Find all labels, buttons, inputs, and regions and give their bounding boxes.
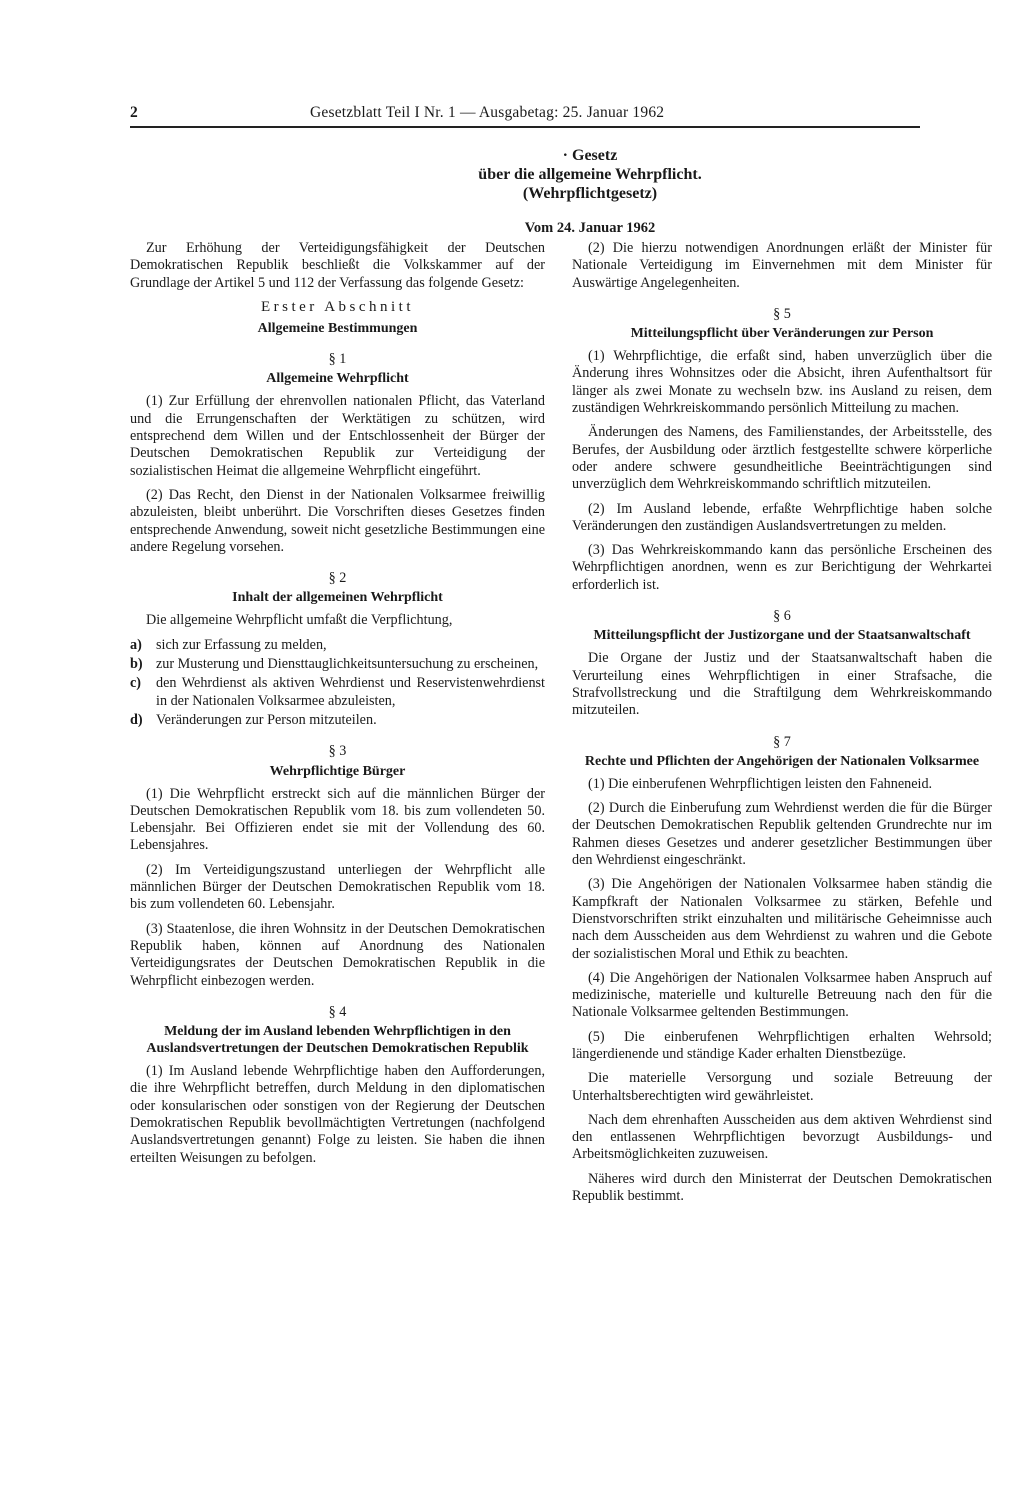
law-title-2: über die allgemeine Wehrpflicht.: [478, 166, 702, 183]
list-item: [130, 675, 545, 710]
list-item: [130, 712, 545, 729]
page-header: [130, 104, 920, 128]
list-item: [130, 656, 545, 673]
list-item-text: sich zur Erfassung zu melden,: [156, 636, 327, 653]
list-item-label: d): [130, 711, 143, 728]
law-title-block: [380, 146, 800, 238]
section-4-para-2: (2) Die hierzu notwendigen Anordnungen erläßt der Minister für Nationale Verteidigung im Einvernehmen mit dem Minister für Auswärtige Angelegenheiten.: [572, 240, 992, 291]
left-column: [130, 240, 545, 1174]
header-title: Gesetzblatt Teil I Nr. 1 — Ausgabetag: 25. Januar 1962: [310, 104, 665, 121]
law-title-1: · Gesetz: [562, 147, 618, 164]
section-5-para-1b: Änderungen des Namens, des Familienstandes, der Arbeitsstelle, des Berufes, der Ausbildung oder ärztlich festgestellte schwere körperliche oder andere schwere gesundheitliche Beeinträchtigungen sind unverzüglich dem Wehrkreiskommando schriftlich mitzuteilen.: [572, 424, 992, 493]
section-2-heading: Inhalt der allgemeinen Wehrpflicht: [232, 590, 443, 606]
law-title-3: (Wehrpflichtgesetz): [522, 185, 658, 202]
list-item-label: c): [130, 675, 142, 692]
section-7-para-4: (4) Die Angehörigen der Nationalen Volksarmee haben Anspruch auf medizinische, materielle und kulturelle Betreuung nach den für die Nationale Volksarmee geltenden Bestimmungen.: [572, 969, 992, 1021]
section-4-para-1: (1) Im Ausland lebende Wehrpflichtige haben den Aufforderungen, die ihre Wehrpflicht betreffen, durch Meldung in den diplomatischen oder konsularischen oder sonstigen von der Regierung der Deutschen Demokratischen Republik bevollmächtigten Vertretungen (nachfolgend Auslandsvertretungen genannt) Folge zu leisten. Sie haben die ihnen erteilten Weisungen zu befolgen.: [130, 1063, 545, 1166]
right-column: [572, 240, 992, 1212]
list-item-label: a): [130, 636, 142, 653]
section-3-number: § 3: [328, 743, 347, 760]
section-4-number: § 4: [328, 1003, 347, 1020]
section-7-para-2: (2) Durch die Einberufung zum Wehrdienst werden die für die Bürger der Deutschen Demokratischen Republik geltenden Grundrechte nur im Rahmen dieses Gesetzes und anderer gesetzlicher Bestimmungen über den Wehrdienst eingeschränkt.: [572, 800, 992, 869]
part-subtitle: Allgemeine Bestimmungen: [257, 321, 418, 337]
section-5-para-3: (3) Das Wehrkreiskommando kann das persönliche Erscheinen des Wehrpflichtigen anordnen, wenn es zur Berichtigung der Wehrkartei erforderlich ist.: [572, 542, 992, 593]
list-item: [130, 637, 545, 654]
section-3-para-3: (3) Staatenlose, die ihren Wohnsitz in der Deutschen Demokratischen Republik haben, können auf Anordnung des Nationalen Verteidigungsrates der Deutschen Demokratischen Republik in die Wehrpflicht einbezogen werden.: [130, 920, 545, 989]
section-7-heading: Rechte und Pflichten der Angehörigen der Nationalen Volksarmee: [584, 753, 980, 769]
section-7-para-6: Die materielle Versorgung und soziale Betreuung der Unterhaltsberechtigten wird gewährleistet.: [572, 1070, 992, 1104]
section-6-number: § 6: [773, 608, 791, 625]
section-5-para-1: (1) Wehrpflichtige, die erfaßt sind, haben unverzüglich über die Änderung ihres Wohnsitzes oder die Absicht, ihren Aufenthaltsort für länger als zwei Monate zu wechseln bzw. ins Ausland zu reisen, dem zuständigen Wehrkreiskommando persönlich Mitteilung zu machen.: [572, 348, 992, 417]
page-number: 2: [130, 104, 138, 121]
section-2-intro: Die allgemeine Wehrpflicht umfaßt die Verpflichtung,: [146, 612, 453, 629]
list-item-label: b): [130, 656, 143, 673]
section-2-number: § 2: [328, 570, 347, 587]
list-item-text: zur Musterung und Diensttauglichkeitsuntersuchung zu erscheinen,: [156, 656, 539, 673]
section-7-para-1: (1) Die einberufenen Wehrpflichtigen leisten den Fahneneid.: [588, 775, 933, 792]
preamble: Zur Erhöhung der Verteidigungsfähigkeit der Deutschen Demokratischen Republik beschließt die Volkskammer auf der Grundlage der Artikel 5 und 112 der Verfassung das folgende Gesetz:: [130, 240, 545, 291]
section-7-para-7: Nach dem ehrenhaften Ausscheiden aus dem aktiven Wehrdienst sind den entlassenen Wehrpflichtigen bevorzugt Ausbildungs- und Arbeitsmöglichkeiten zuzuweisen.: [572, 1111, 992, 1163]
section-1-heading: Allgemeine Wehrpflicht: [266, 371, 409, 387]
section-3-heading: Wehrpflichtige Bürger: [269, 763, 406, 779]
section-3-para-1: (1) Die Wehrpflicht erstreckt sich auf die männlichen Bürger der Deutschen Demokratischen Republik vom 18. bis zum vollendeten 50. Lebensjahr. Bei Offizieren endet sie mit der Vollendung des 60. Lebensjahres.: [130, 785, 545, 854]
section-1-number: § 1: [328, 351, 347, 368]
section-7-number: § 7: [773, 733, 791, 750]
section-4-heading: Meldung der im Ausland lebenden Wehrpflichtigen in den Auslandsvertretungen der Deutschen Demokratischen Republik: [146, 1024, 529, 1057]
section-1-para-1: (1) Zur Erfüllung der ehrenvollen nationalen Pflicht, das Vaterland und die Errungenschaften der Werktätigen zu schützen, wird entsprechend dem Willen und der Entschlossenheit der Bürger der Deutschen Demokratischen Republik zur Verteidigung der sozialistischen Heimat die allgemeine Wehrpflicht eingeführt.: [130, 393, 545, 479]
part-title: Erster Abschnitt: [260, 298, 415, 315]
section-5-number: § 5: [773, 305, 791, 322]
section-5-heading: Mitteilungspflicht über Veränderungen zur Person: [630, 326, 934, 342]
section-1-para-2: (2) Das Recht, den Dienst in der Nationalen Volksarmee freiwillig abzuleisten, bleibt unberührt. Die Vorschriften dieses Gesetzes finden entsprechende Anwendung, soweit nicht gesetzliche Bestimmungen eine andere Regelung vorsehen.: [130, 486, 545, 555]
section-6-para-1: Die Organe der Justiz und der Staatsanwaltschaft haben die Verurteilung eines Wehrpflichtigen in einer Strafsache, die Strafvollstreckung und die Straftilgung dem Wehrkreiskommando mitzuteilen.: [572, 650, 992, 719]
section-5-para-2: (2) Im Ausland lebende, erfaßte Wehrpflichtige haben solche Veränderungen den zuständigen Auslandsvertretungen zu melden.: [572, 500, 992, 534]
section-3-para-2: (2) Im Verteidigungszustand unterliegen der Wehrpflicht alle männlichen Bürger der Deutschen Demokratischen Republik vom 18. bis zum vollendeten 60. Lebensjahr.: [130, 861, 545, 913]
list-item-text: den Wehrdienst als aktiven Wehrdienst und Reservistenwehrdienst in der Nationalen Volksarmee abzuleisten,: [156, 675, 545, 709]
section-7-para-3: (3) Die Angehörigen der Nationalen Volksarmee haben ständig die Kampfkraft der Nationalen Volksarmee zu stärken, Befehle und Dienstvorschriften strikt einzuhalten und militärische Geheimnisse auch nach dem Ausscheiden aus dem Wehrdienst zu wahren und die Gebote der sozialistischen Moral und Ethik zu beachten.: [572, 876, 992, 962]
section-7-para-8: Näheres wird durch den Ministerrat der Deutschen Demokratischen Republik bestimmt.: [572, 1170, 992, 1205]
section-7-para-5: (5) Die einberufenen Wehrpflichtigen erhalten Wehrsold; längerdienende und ständige Kader erhalten Dienstbezüge.: [572, 1028, 992, 1062]
section-6-heading: Mitteilungspflicht der Justizorgane und der Staatsanwaltschaft: [593, 628, 971, 644]
list-item-text: Veränderungen zur Person mitzuteilen.: [156, 711, 377, 728]
section-2-list: [130, 637, 545, 729]
law-date: Vom 24. Januar 1962: [524, 220, 656, 236]
